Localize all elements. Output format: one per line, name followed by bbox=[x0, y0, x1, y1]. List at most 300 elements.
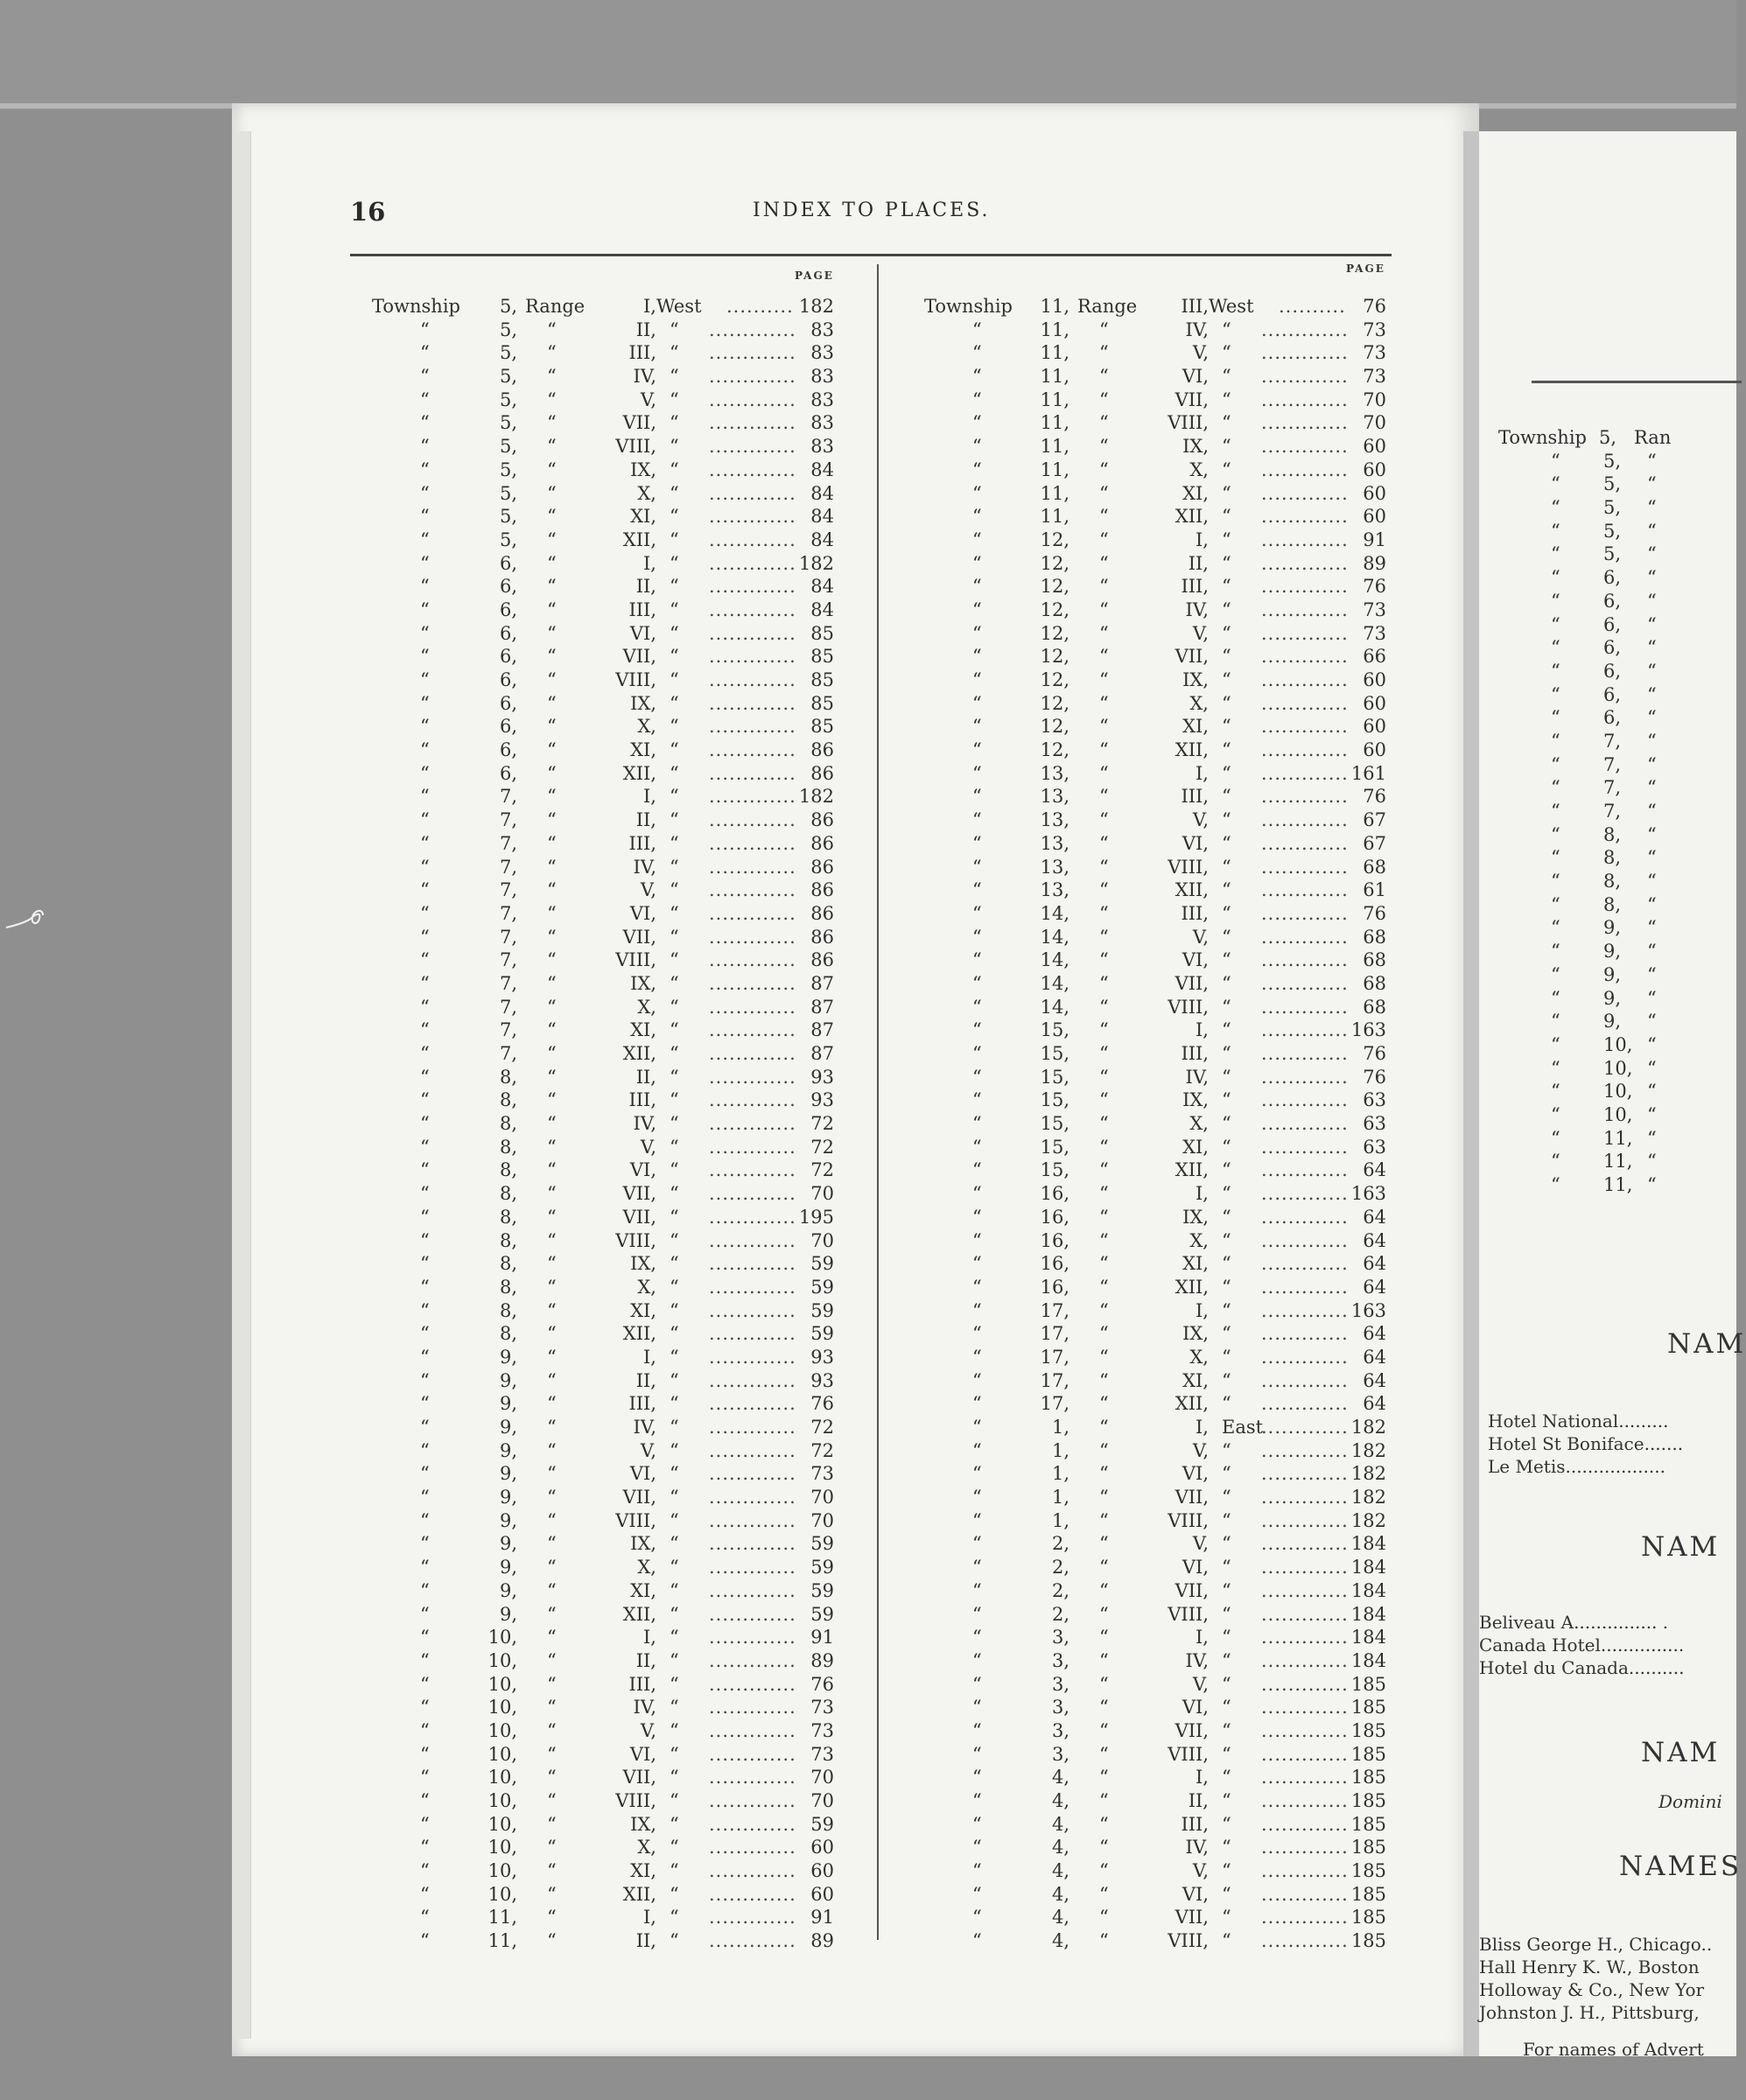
range-number: VIII, bbox=[1168, 1743, 1209, 1765]
township-number: 6, bbox=[499, 598, 517, 620]
township-label: “ bbox=[420, 762, 430, 784]
page-ref: 184 bbox=[1350, 1627, 1386, 1648]
direction-label: “ bbox=[1222, 1089, 1231, 1111]
direction-label: East bbox=[1222, 1417, 1264, 1438]
leader-dots: ............. bbox=[1261, 739, 1349, 761]
direction-label: “ bbox=[670, 506, 679, 528]
township-number: 7, bbox=[499, 902, 517, 924]
range-label: “ bbox=[547, 972, 557, 994]
range-label: “ bbox=[547, 576, 557, 598]
township-label: “ bbox=[972, 1813, 982, 1835]
township-number: 6, bbox=[1603, 707, 1622, 729]
township-label: “ bbox=[420, 1393, 430, 1415]
range-number: I, bbox=[643, 786, 656, 808]
township-label: “ bbox=[1551, 963, 1560, 985]
township-number: 4, bbox=[1051, 1813, 1069, 1835]
township-label: “ bbox=[1551, 473, 1560, 495]
township-number: 1, bbox=[1051, 1417, 1069, 1438]
range-label: “ bbox=[547, 1066, 557, 1088]
range-number: VI, bbox=[1182, 1463, 1209, 1485]
range-label: “ bbox=[547, 1930, 557, 1952]
leader-dots: ............. bbox=[1261, 1299, 1349, 1321]
direction-label: “ bbox=[1222, 786, 1231, 808]
leader-dots: ............. bbox=[1261, 388, 1349, 410]
page-ref: 87 bbox=[810, 1019, 834, 1041]
page-ref: 185 bbox=[1350, 1907, 1386, 1928]
township-label: “ bbox=[420, 1860, 430, 1882]
range-number: VII, bbox=[1175, 1907, 1209, 1928]
township-label: “ bbox=[972, 1043, 982, 1064]
leader-dots: ............. bbox=[709, 528, 796, 550]
direction-label: “ bbox=[1222, 1253, 1231, 1275]
direction-label: “ bbox=[1222, 716, 1231, 738]
column-divider bbox=[877, 264, 879, 1940]
leader-dots: ............. bbox=[709, 1229, 796, 1251]
range-label: “ bbox=[1099, 436, 1109, 458]
page-ref: 76 bbox=[810, 1673, 834, 1695]
leader-dots: ............. bbox=[1261, 716, 1349, 738]
township-label: “ bbox=[972, 1136, 982, 1158]
township-number: 6, bbox=[1603, 660, 1622, 682]
township-label: “ bbox=[972, 1206, 982, 1228]
page-ref: 195 bbox=[798, 1206, 834, 1228]
township-label: “ bbox=[972, 366, 982, 388]
township-label: “ bbox=[420, 318, 430, 340]
township-label: “ bbox=[420, 1276, 430, 1298]
township-label: “ bbox=[972, 1907, 982, 1928]
page-ref: 60 bbox=[1363, 436, 1386, 458]
township-number: 17, bbox=[1040, 1346, 1069, 1368]
township-label: “ bbox=[420, 1579, 430, 1601]
range-label: “ bbox=[1099, 1206, 1109, 1228]
township-number: 14, bbox=[1040, 902, 1069, 924]
township-label: “ bbox=[420, 1159, 430, 1181]
direction-label: “ bbox=[1222, 669, 1231, 690]
township-label: “ bbox=[972, 482, 982, 504]
leader-dots: ............. bbox=[709, 576, 796, 598]
township-number: 15, bbox=[1040, 1113, 1069, 1135]
township-label: “ bbox=[420, 1463, 430, 1485]
right-page bbox=[1479, 131, 1746, 2060]
range-label: “ bbox=[547, 856, 557, 878]
page-ref: 85 bbox=[810, 692, 834, 714]
direction-label: “ bbox=[670, 996, 679, 1018]
leader-dots: ............. bbox=[709, 412, 796, 434]
leader-dots: ............. bbox=[1261, 926, 1349, 948]
direction-label: “ bbox=[1222, 1439, 1231, 1461]
direction-label: “ bbox=[670, 482, 679, 504]
range-label: “ bbox=[1647, 1151, 1657, 1172]
range-number: XI, bbox=[630, 1579, 656, 1601]
page-ref: 185 bbox=[1350, 1697, 1386, 1718]
township-number: 9, bbox=[499, 1463, 517, 1485]
township-number: 6, bbox=[1603, 567, 1622, 589]
leader-dots: ............. bbox=[1261, 598, 1349, 620]
township-number: 1, bbox=[1051, 1509, 1069, 1531]
range-label: “ bbox=[547, 552, 557, 574]
leader-dots: ............. bbox=[1261, 1253, 1349, 1275]
page-ref: 68 bbox=[1363, 972, 1386, 994]
range-label: “ bbox=[1099, 318, 1109, 340]
range-label: “ bbox=[1099, 739, 1109, 761]
township-number: 9, bbox=[499, 1579, 517, 1601]
range-number: X, bbox=[637, 1837, 656, 1858]
page-ref: 63 bbox=[1363, 1113, 1386, 1135]
direction-label: “ bbox=[1222, 1276, 1231, 1298]
leader-dots: ............. bbox=[709, 809, 796, 831]
range-label: “ bbox=[547, 482, 557, 504]
leader-dots: ............. bbox=[1261, 412, 1349, 434]
page-ref: 61 bbox=[1363, 879, 1386, 901]
township-label: “ bbox=[420, 786, 430, 808]
township-number: 10, bbox=[487, 1719, 517, 1741]
direction-label: “ bbox=[1222, 436, 1231, 458]
township-label: “ bbox=[972, 1393, 982, 1415]
township-number: 13, bbox=[1040, 879, 1069, 901]
range-number: XI, bbox=[1182, 716, 1209, 738]
township-label: “ bbox=[972, 552, 982, 574]
page-ref: 85 bbox=[810, 622, 834, 644]
township-number: 2, bbox=[1051, 1579, 1069, 1601]
township-number: 7, bbox=[499, 996, 517, 1018]
range-number: X, bbox=[637, 1276, 656, 1298]
range-label: “ bbox=[547, 1369, 557, 1391]
township-label: “ bbox=[420, 1557, 430, 1578]
range-label: “ bbox=[1099, 1019, 1109, 1041]
direction-label: “ bbox=[1222, 1697, 1231, 1718]
township-label: “ bbox=[972, 1719, 982, 1741]
page-ref: 185 bbox=[1350, 1883, 1386, 1905]
range-label: “ bbox=[1099, 1253, 1109, 1275]
range-number: III, bbox=[628, 598, 656, 620]
range-number: VII, bbox=[1175, 646, 1209, 668]
range-label: “ bbox=[547, 1253, 557, 1275]
township-label: “ bbox=[420, 1533, 430, 1555]
range-number: III, bbox=[1181, 296, 1209, 317]
direction-label: “ bbox=[670, 1719, 679, 1741]
range-label: “ bbox=[547, 669, 557, 690]
direction-label: “ bbox=[1222, 856, 1231, 878]
township-label: “ bbox=[972, 879, 982, 901]
page-ref: 184 bbox=[1350, 1579, 1386, 1601]
direction-label: “ bbox=[670, 1043, 679, 1064]
direction-label: “ bbox=[1222, 598, 1231, 620]
township-number: 8, bbox=[499, 1299, 517, 1321]
direction-label: “ bbox=[670, 1557, 679, 1578]
leader-dots: ............. bbox=[1261, 1439, 1349, 1461]
range-label: “ bbox=[547, 762, 557, 784]
range-number: IX, bbox=[1182, 1089, 1209, 1111]
township-label: “ bbox=[420, 1253, 430, 1275]
page-ref: 72 bbox=[810, 1159, 834, 1181]
range-label: “ bbox=[547, 528, 557, 550]
range-label: “ bbox=[547, 318, 557, 340]
township-label: “ bbox=[972, 318, 982, 340]
leader-dots: ............. bbox=[1261, 1019, 1349, 1041]
page-ref: 84 bbox=[810, 576, 834, 598]
leader-dots: ............. bbox=[1261, 1930, 1349, 1952]
range-number: VI, bbox=[1182, 366, 1209, 388]
township-label: “ bbox=[972, 1603, 982, 1625]
range-label: “ bbox=[1647, 893, 1657, 915]
township-label: “ bbox=[972, 1790, 982, 1811]
range-number: XII, bbox=[622, 1043, 656, 1064]
range-label: “ bbox=[1099, 669, 1109, 690]
range-label: “ bbox=[547, 926, 557, 948]
direction-label: “ bbox=[670, 1019, 679, 1041]
range-number: XI, bbox=[630, 739, 656, 761]
township-label: “ bbox=[420, 1369, 430, 1391]
page-ref: 87 bbox=[810, 1043, 834, 1064]
page-ref: 182 bbox=[798, 296, 834, 317]
range-label: “ bbox=[547, 1790, 557, 1811]
page-ref: 59 bbox=[810, 1579, 834, 1601]
township-label: “ bbox=[1551, 987, 1560, 1009]
township-number: 4, bbox=[1051, 1907, 1069, 1928]
page-ref: 64 bbox=[1363, 1159, 1386, 1181]
township-label: “ bbox=[1551, 1081, 1560, 1102]
township-label: “ bbox=[972, 1369, 982, 1391]
page-ref: 70 bbox=[810, 1767, 834, 1788]
township-number: 10, bbox=[487, 1790, 517, 1811]
page-ref: 68 bbox=[1363, 856, 1386, 878]
range-number: III, bbox=[628, 1673, 656, 1695]
leader-dots: ............. bbox=[709, 342, 796, 364]
leader-dots: ............. bbox=[1261, 949, 1349, 971]
leader-dots: ............. bbox=[1261, 1790, 1349, 1811]
leader-dots: ............. bbox=[1261, 856, 1349, 878]
township-label: “ bbox=[972, 669, 982, 690]
direction-label: “ bbox=[670, 1159, 679, 1181]
leader-dots: ............. bbox=[709, 762, 796, 784]
township-number: 7, bbox=[499, 972, 517, 994]
range-label: “ bbox=[1647, 847, 1657, 869]
range-label: “ bbox=[547, 1883, 557, 1905]
page-ref: 60 bbox=[1363, 692, 1386, 714]
township-label: “ bbox=[420, 1649, 430, 1671]
township-label: “ bbox=[1551, 497, 1560, 519]
leader-dots: ............. bbox=[709, 1253, 796, 1275]
township-label: “ bbox=[420, 902, 430, 924]
township-number: 12, bbox=[1040, 646, 1069, 668]
leader-dots: .......... bbox=[1279, 296, 1346, 317]
leader-dots: ............. bbox=[1261, 809, 1349, 831]
township-number: 10, bbox=[487, 1743, 517, 1765]
range-label: “ bbox=[1099, 1883, 1109, 1905]
township-number: 4, bbox=[1051, 1860, 1069, 1882]
range-label: “ bbox=[1099, 879, 1109, 901]
township-label: “ bbox=[1551, 613, 1560, 635]
township-label: “ bbox=[420, 1323, 430, 1345]
township-number: 9, bbox=[499, 1603, 517, 1625]
range-label: “ bbox=[1099, 1089, 1109, 1111]
township-label: “ bbox=[972, 1113, 982, 1135]
direction-label: “ bbox=[670, 552, 679, 574]
range-number: XII, bbox=[622, 1323, 656, 1345]
township-number: 5, bbox=[1603, 450, 1622, 472]
township-label: “ bbox=[420, 1743, 430, 1765]
range-number: VIII, bbox=[615, 1790, 656, 1811]
range-label: “ bbox=[1099, 856, 1109, 878]
township-number: 16, bbox=[1040, 1229, 1069, 1251]
leader-dots: ............. bbox=[1261, 996, 1349, 1018]
leader-dots: ............. bbox=[1261, 1557, 1349, 1578]
range-number: VII, bbox=[622, 412, 656, 434]
range-number: VI, bbox=[1182, 832, 1209, 854]
leader-dots: ............. bbox=[709, 692, 796, 714]
names-entry: Bliss George H., Chicago.. bbox=[1479, 1934, 1713, 1955]
range-label: “ bbox=[1099, 1136, 1109, 1158]
page-ref: 73 bbox=[810, 1743, 834, 1765]
range-label: “ bbox=[547, 646, 557, 668]
range-label: “ bbox=[547, 1089, 557, 1111]
township-number: 3, bbox=[1051, 1649, 1069, 1671]
direction-label: “ bbox=[1222, 1860, 1231, 1882]
page-ref: 68 bbox=[1363, 996, 1386, 1018]
township-label: “ bbox=[972, 1066, 982, 1088]
township-number: 10, bbox=[1603, 1057, 1633, 1079]
township-label: “ bbox=[420, 879, 430, 901]
range-number: VI, bbox=[629, 1463, 656, 1485]
page-ref: 182 bbox=[1350, 1509, 1386, 1531]
township-label: “ bbox=[420, 1113, 430, 1135]
range-label: “ bbox=[1099, 1697, 1109, 1718]
range-label: “ bbox=[1647, 473, 1657, 495]
township-label: “ bbox=[1551, 941, 1560, 962]
township-number: 8, bbox=[499, 1066, 517, 1088]
range-number: IX, bbox=[630, 1533, 656, 1555]
leader-dots: ............. bbox=[1261, 1417, 1349, 1438]
range-label: “ bbox=[547, 1533, 557, 1555]
leader-dots: ............. bbox=[709, 902, 796, 924]
range-label: “ bbox=[547, 1767, 557, 1788]
page-ref: 76 bbox=[1363, 576, 1386, 598]
township-label: “ bbox=[972, 1463, 982, 1485]
leader-dots: ............. bbox=[1261, 1229, 1349, 1251]
direction-label: “ bbox=[670, 716, 679, 738]
range-number: I, bbox=[643, 1346, 656, 1368]
township-label: “ bbox=[972, 1183, 982, 1205]
page-ref: 182 bbox=[1350, 1463, 1386, 1485]
township-number: 6, bbox=[499, 576, 517, 598]
township-number: 12, bbox=[1040, 576, 1069, 598]
direction-label: “ bbox=[670, 879, 679, 901]
page-ref: 72 bbox=[810, 1113, 834, 1135]
leader-dots: ............. bbox=[709, 1673, 796, 1695]
township-number: 12, bbox=[1040, 552, 1069, 574]
page-ref: 185 bbox=[1350, 1790, 1386, 1811]
page-ref: 85 bbox=[810, 646, 834, 668]
township-label: “ bbox=[420, 506, 430, 528]
township-number: 5, bbox=[1603, 473, 1622, 495]
township-label: “ bbox=[420, 1206, 430, 1228]
township-label: “ bbox=[420, 458, 430, 480]
range-number: II, bbox=[635, 318, 656, 340]
township-label: “ bbox=[972, 1579, 982, 1601]
leader-dots: ............. bbox=[709, 972, 796, 994]
page-ref: 73 bbox=[1363, 598, 1386, 620]
range-number: XII, bbox=[1175, 879, 1209, 901]
direction-label: “ bbox=[1222, 1627, 1231, 1648]
direction-label: “ bbox=[670, 1813, 679, 1835]
section-heading-4: NAMES bbox=[1619, 1851, 1742, 1882]
direction-label: “ bbox=[670, 1603, 679, 1625]
running-head: INDEX TO PLACES. bbox=[753, 200, 991, 221]
township-number: 11, bbox=[1040, 458, 1069, 480]
range-label: “ bbox=[547, 1627, 557, 1648]
leader-dots: ............. bbox=[709, 1206, 796, 1228]
page-ref: 68 bbox=[1363, 949, 1386, 971]
township-number: 6, bbox=[499, 669, 517, 690]
township-label: “ bbox=[972, 972, 982, 994]
page-ref: 184 bbox=[1350, 1603, 1386, 1625]
township-number: 11, bbox=[1040, 342, 1069, 364]
leader-dots: ............. bbox=[709, 1557, 796, 1578]
township-label: “ bbox=[420, 528, 430, 550]
township-number: 1, bbox=[1051, 1463, 1069, 1485]
township-label: “ bbox=[972, 1159, 982, 1181]
township-number: 15, bbox=[1040, 1066, 1069, 1088]
range-number: V, bbox=[1192, 809, 1209, 831]
direction-label: “ bbox=[670, 646, 679, 668]
leader-dots: ............. bbox=[1261, 1533, 1349, 1555]
township-label: “ bbox=[1551, 707, 1560, 729]
leader-dots: ............. bbox=[1261, 1206, 1349, 1228]
page-ref: 83 bbox=[810, 388, 834, 410]
township-number: 9, bbox=[499, 1509, 517, 1531]
direction-label: “ bbox=[1222, 1907, 1231, 1928]
direction-label: “ bbox=[670, 528, 679, 550]
leader-dots: ............. bbox=[1261, 1463, 1349, 1485]
township-number: 2, bbox=[1051, 1603, 1069, 1625]
township-label: “ bbox=[1551, 543, 1560, 565]
range-label: “ bbox=[1099, 762, 1109, 784]
township-number: 9, bbox=[1603, 1011, 1622, 1032]
township-label: “ bbox=[420, 1439, 430, 1461]
township-label: “ bbox=[420, 412, 430, 434]
page-ref: 83 bbox=[810, 342, 834, 364]
direction-label: “ bbox=[670, 1253, 679, 1275]
range-label: “ bbox=[547, 1557, 557, 1578]
page-ref: 86 bbox=[810, 739, 834, 761]
range-label: “ bbox=[1647, 1033, 1657, 1055]
township-number: 14, bbox=[1040, 926, 1069, 948]
township-number: 10, bbox=[1603, 1081, 1633, 1102]
township-number: 6, bbox=[499, 552, 517, 574]
township-number: 6, bbox=[1603, 613, 1622, 635]
range-number: IX, bbox=[1182, 436, 1209, 458]
township-label: “ bbox=[420, 646, 430, 668]
leader-dots: ............. bbox=[1261, 1159, 1349, 1181]
range-number: II, bbox=[635, 809, 656, 831]
leader-dots: ............. bbox=[709, 1649, 796, 1671]
range-label: “ bbox=[1647, 1103, 1657, 1125]
page-ref: 67 bbox=[1363, 832, 1386, 854]
page-ref: 59 bbox=[810, 1603, 834, 1625]
leader-dots: ............. bbox=[709, 1019, 796, 1041]
leader-dots: ............. bbox=[1261, 1323, 1349, 1345]
range-label: “ bbox=[1647, 963, 1657, 985]
township-number: 13, bbox=[1040, 762, 1069, 784]
page-ref: 64 bbox=[1363, 1323, 1386, 1345]
direction-label: “ bbox=[1222, 1649, 1231, 1671]
township-number: 7, bbox=[499, 1019, 517, 1041]
leader-dots: ............. bbox=[709, 366, 796, 388]
township-number: 12, bbox=[1040, 716, 1069, 738]
range-label: “ bbox=[547, 1837, 557, 1858]
range-number: I, bbox=[1196, 1767, 1209, 1788]
range-number: IX, bbox=[630, 692, 656, 714]
